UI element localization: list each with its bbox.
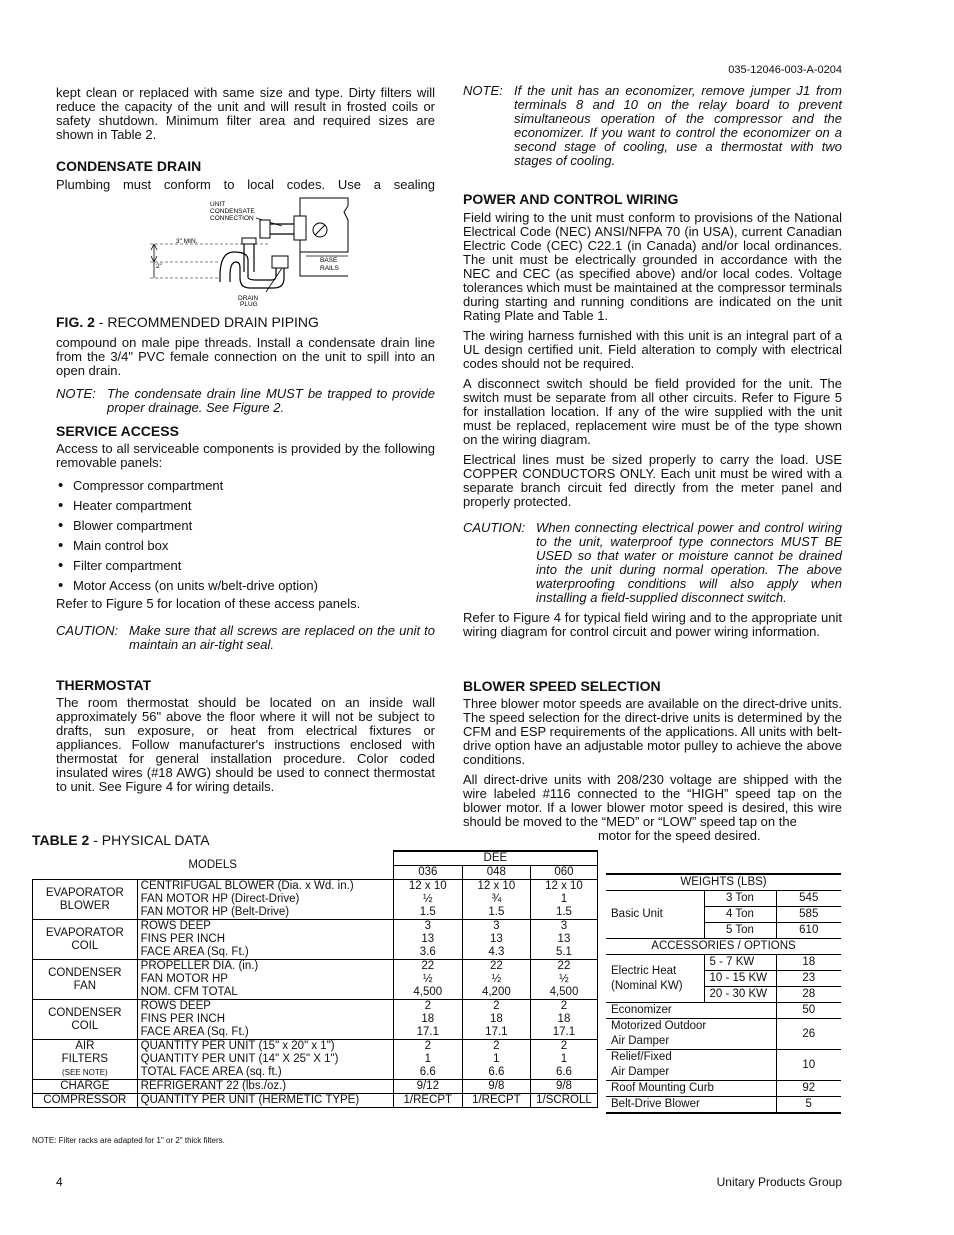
figure-2-title: - RECOMMENDED DRAIN PIPING — [94, 314, 319, 330]
cell-value: 22 — [557, 960, 571, 972]
cell-value: 22 — [489, 960, 503, 972]
cell-value: ½ — [559, 973, 569, 985]
item-label: Belt-Drive Blower — [606, 1097, 776, 1114]
cell-value: 1.5 — [419, 906, 436, 918]
item-label: NOM. CFM TOTAL — [140, 986, 238, 998]
cell-value: 12 x 10 — [477, 880, 516, 892]
cell-value: 4 Ton — [704, 907, 776, 923]
cell-value: 20 - 30 KW — [704, 987, 776, 1003]
item-label: FACE AREA (Sq. Ft.) — [140, 1026, 249, 1038]
cell-value: 585 — [776, 907, 841, 923]
model-column-header: 048 — [462, 866, 530, 880]
svg-text:CONDENSATE: CONDENSATE — [210, 208, 255, 215]
cell-value: 26 — [776, 1019, 841, 1050]
model-column-header: 036 — [393, 866, 462, 880]
basic-unit-label: Basic Unit — [606, 891, 704, 939]
see-note-label: (SEE NOTE) — [61, 1068, 108, 1077]
item-label: ROWS DEEP — [140, 1000, 211, 1012]
cell-value: 6.6 — [419, 1066, 436, 1078]
group-name: COIL — [71, 939, 99, 952]
cell-value: 2 — [493, 1040, 500, 1052]
svg-text:UNIT: UNIT — [210, 201, 226, 208]
blower-paragraph-2: All direct-drive units with 208/230 voltage are shipped with the wire labeled #116 connected to the “HIGH” speed tap on the blower motor. If a lower blower motor speed is desired, this wire should be moved to the “MED” or “LOW” speed tap on the — [463, 772, 842, 829]
cell-value: 1 — [560, 1053, 568, 1065]
svg-text:BASE: BASE — [320, 257, 338, 264]
caution-text: Make sure that all screws are replaced on the unit to maintain an air-tight seal. — [129, 623, 435, 652]
cell-value: 1 — [560, 893, 568, 905]
item-label: FINS PER INCH — [140, 933, 225, 945]
weights-table — [606, 873, 841, 1114]
group-name: BLOWER — [59, 899, 110, 912]
table-row — [606, 1003, 841, 1019]
cell-value: ½ — [422, 893, 433, 905]
cell-value: 17.1 — [416, 1026, 439, 1038]
table-row — [33, 1040, 598, 1080]
cell-value: 6.6 — [555, 1066, 572, 1078]
cell-value: 13 — [489, 933, 503, 945]
cell-value: 12 x 10 — [545, 880, 583, 892]
cell-value: 4,500 — [549, 986, 579, 998]
table-row — [33, 960, 598, 1000]
item-label: FINS PER INCH — [140, 1013, 225, 1025]
cell-value: 545 — [776, 891, 841, 907]
table-row — [33, 1000, 598, 1040]
condensate-note — [56, 387, 435, 415]
power-control-wiring-heading: POWER AND CONTROL WIRING — [463, 191, 679, 207]
item-label: FAN MOTOR HP — [140, 973, 228, 985]
cell-value: 17.1 — [485, 1026, 508, 1038]
table-row — [606, 891, 841, 907]
list-item: • Filter compartment — [56, 556, 435, 576]
cell-value: 22 — [421, 960, 435, 972]
cell-value: 1/RECPT — [393, 1094, 462, 1108]
list-item: • Compressor compartment — [56, 476, 435, 496]
cell-value: 18 — [557, 1013, 571, 1025]
drain-piping-figure — [148, 196, 360, 306]
cell-value: 92 — [776, 1081, 841, 1097]
cell-value: 4,200 — [481, 986, 511, 998]
group-name: CONDENSER — [48, 966, 122, 979]
item-label: TOTAL FACE AREA (sq. ft.) — [140, 1066, 282, 1078]
cell-value: 2 — [560, 1000, 568, 1012]
list-item: • Heater compartment — [56, 496, 435, 516]
cell-value: 23 — [776, 971, 841, 987]
filter-intro-paragraph: kept clean or replaced with same size and type. Dirty filters will reduce the capacity of the unit and will result in frosted coils or safety shutdown. Minimum filter area and required sizes are shown in Table 2. — [56, 85, 435, 142]
cell-value: 9/8 — [530, 1080, 597, 1094]
list-item: • Main control box — [56, 536, 435, 556]
power-paragraph-4: Electrical lines must be sized properly to carry the load. USE COPPER CONDUCTORS ONLY. Each unit must be wired with a separate branch circuit fed directly from the meter panel and properly protected. — [463, 452, 842, 509]
item-label: CENTRIFUGAL BLOWER (Dia. x Wd. in.) — [140, 880, 354, 892]
cell-value: 18 — [421, 1013, 435, 1025]
physical-data-table — [32, 850, 598, 1108]
item-label: QUANTITY PER UNIT (14" X 25" X 1") — [140, 1053, 339, 1065]
cell-value: 13 — [557, 933, 571, 945]
list-item: • Blower compartment — [56, 516, 435, 536]
group-name: FILTERS — [61, 1053, 109, 1065]
cell-value: 18 — [776, 955, 841, 971]
page-number: 4 — [56, 1175, 63, 1189]
cell-value: 4.3 — [488, 946, 505, 958]
cell-value: 5 Ton — [704, 923, 776, 939]
table-row — [33, 920, 598, 960]
cell-value: 2 — [424, 1040, 431, 1052]
item-label: PROPELLER DIA. (in.) — [140, 960, 259, 972]
table-row — [606, 1097, 841, 1114]
cell-value: 9/12 — [393, 1080, 462, 1094]
cell-value: ½ — [491, 973, 502, 985]
power-paragraph-5: Refer to Figure 4 for typical field wiring and to the appropriate unit wiring diagram for control circuit and power wiring information. — [463, 610, 842, 639]
connectors-caution — [463, 521, 842, 605]
refer-figure-5: Refer to Figure 5 for location of these access panels. — [56, 596, 361, 611]
table-row — [606, 1050, 841, 1081]
caution-label: CAUTION: — [463, 520, 526, 535]
item-label: FAN MOTOR HP (Belt-Drive) — [140, 906, 290, 918]
power-paragraph-1: Field wiring to the unit must conform to provisions of the National Electrical Code (NEC) ANSI/NFPA 70 (in USA), current Canadian Electric Code (CEC) C22.1 (in Canada) and/or local ordinances. The unit must be electrically grounded in accordance with the NEC and CEC (as specified above) and/or local codes. Voltage tolerances which must be maintained at the compressor terminals during starting and running conditions are indicated on the unit Rating Plate and Table 1. — [463, 210, 842, 323]
cell-value: 5.1 — [555, 946, 572, 958]
cell-value: 3 — [560, 920, 568, 932]
thermostat-paragraph: The room thermostat should be located on an inside wall approximately 56" above the floor where it will not be subject to drafts, sun exposure, or heat from electrical fixtures or appliances. Follow manufacturer's instructions enclosed with thermostat for general installation procedure. Color coded insulated wires (#18 AWG) should be used to connect thermostat to unit. See Figure 4 for wiring details. — [56, 695, 435, 794]
cell-value: 4,500 — [413, 986, 443, 998]
cell-value: 17.1 — [552, 1026, 576, 1038]
cell-value: 18 — [489, 1013, 503, 1025]
cell-value: 1.5 — [555, 906, 572, 918]
group-name: COMPRESSOR — [33, 1094, 138, 1108]
svg-text:PLUG: PLUG — [240, 301, 258, 306]
item-label: REFRIGERANT 22 (lbs./oz.) — [137, 1080, 393, 1094]
item-label: QUANTITY PER UNIT (15" x 20" x 1") — [140, 1040, 335, 1052]
cell-value: 1 — [424, 1053, 431, 1065]
cell-value: ½ — [422, 973, 433, 985]
item-label: Motorized Outdoor — [611, 1020, 707, 1032]
model-column-header: 060 — [530, 866, 597, 880]
dee-header: DEE — [393, 851, 597, 866]
screws-caution — [56, 624, 435, 652]
table-row — [606, 1019, 841, 1050]
cell-value: 1.5 — [488, 906, 505, 918]
thermostat-heading: THERMOSTAT — [56, 677, 152, 693]
note-label: NOTE: — [56, 386, 96, 401]
cell-value: 2 — [424, 1000, 431, 1012]
cell-value: 10 — [776, 1050, 841, 1081]
item-label: Air Damper — [611, 1035, 670, 1047]
cell-value: 5 — [776, 1097, 841, 1114]
item-label: Air Damper — [611, 1066, 670, 1078]
note-text: The condensate drain line MUST be trapped to provide proper drainage. See Figure 2. — [107, 386, 435, 415]
item-label: FACE AREA (Sq. Ft.) — [140, 946, 249, 958]
cell-value: 28 — [776, 987, 841, 1003]
table-row — [606, 1081, 841, 1097]
note-label: NOTE: — [463, 83, 503, 98]
service-access-paragraph: Access to all serviceable components is provided by the following removable panels: — [56, 441, 435, 470]
list-item: • Motor Access (on units w/belt-drive option) — [56, 576, 435, 596]
cell-value: 1/RECPT — [462, 1094, 530, 1108]
table-2-label: TABLE 2 — [32, 832, 90, 848]
figure-2-label: FIG. 2 — [56, 314, 95, 330]
condensate-paragraph-2: compound on male pipe threads. Install a condensate drain line from the 3/4" PVC female connection on the unit to spill into an open drain. — [56, 335, 435, 378]
table-row — [33, 1080, 598, 1094]
cell-value: 2 — [493, 1000, 500, 1012]
svg-text:RAILS: RAILS — [320, 265, 339, 272]
document-number: 035-12046-003-A-0204 — [728, 64, 842, 76]
electric-heat-label: Electric Heat — [611, 964, 677, 977]
blower-paragraph-2-end: motor for the speed desired. — [598, 828, 761, 843]
group-name: CHARGE — [33, 1080, 138, 1094]
group-name: FAN — [73, 979, 97, 992]
item-label: QUANTITY PER UNIT (HERMETIC TYPE) — [137, 1094, 393, 1108]
svg-text:DRAIN: DRAIN — [238, 295, 259, 302]
cell-value: 1/SCROLL — [530, 1094, 597, 1108]
group-name: EVAPORATOR — [45, 926, 124, 939]
item-label: FAN MOTOR HP (Direct-Drive) — [140, 893, 300, 905]
cell-value: 2 — [560, 1040, 568, 1052]
electric-heat-label: (Nominal KW) — [611, 979, 683, 992]
group-name: EVAPORATOR — [45, 886, 124, 899]
cell-value: 1 — [493, 1053, 500, 1065]
table-row — [606, 955, 841, 971]
cell-value: 50 — [776, 1003, 841, 1019]
cell-value: 610 — [776, 923, 841, 939]
cell-value: 3 Ton — [704, 891, 776, 907]
economizer-note — [463, 84, 842, 168]
accessories-header: ACCESSORIES / OPTIONS — [606, 939, 841, 955]
svg-text:3" MIN.: 3" MIN. — [176, 238, 198, 245]
figure-2-caption — [56, 314, 319, 330]
cell-value: 6.6 — [488, 1066, 505, 1078]
cell-value: 12 x 10 — [408, 880, 447, 892]
cell-value: 3 — [424, 920, 431, 932]
condensate-drain-heading: CONDENSATE DRAIN — [56, 158, 202, 174]
cell-value: 9/8 — [462, 1080, 530, 1094]
models-header: MODELS — [33, 851, 394, 880]
blower-paragraph-1: Three blower motor speeds are available on the direct-drive units. The speed selection for the direct-drive units is determined by the CFM and ESP requirements of the applications. All units with belt-drive option have an adjustable motor pulley to achieve the above conditions. — [463, 696, 842, 767]
svg-text:2": 2" — [156, 263, 162, 270]
service-access-heading: SERVICE ACCESS — [56, 423, 179, 439]
table-2-caption — [32, 832, 210, 848]
cell-value: 10 - 15 KW — [704, 971, 776, 987]
group-name: CONDENSER — [48, 1006, 122, 1019]
item-label: Roof Mounting Curb — [606, 1081, 776, 1097]
power-paragraph-2: The wiring harness furnished with this unit is an integral part of a UL design certified unit. Field alteration to comply with electrical codes should not be required. — [463, 328, 842, 371]
item-label: Economizer — [606, 1003, 776, 1019]
cell-value: 3 — [493, 920, 500, 932]
cell-value: ¾ — [491, 893, 502, 905]
weights-header: WEIGHTS (LBS) — [606, 874, 841, 891]
cell-value: 13 — [421, 933, 435, 945]
table-row — [33, 1094, 598, 1108]
svg-text:CONNECTION: CONNECTION — [210, 215, 254, 222]
table-footnote: NOTE: Filter racks are adapted for 1" or 2" thick filters. — [32, 1136, 225, 1145]
blower-speed-heading: BLOWER SPEED SELECTION — [463, 678, 661, 694]
table-2-title: - PHYSICAL DATA — [89, 832, 210, 848]
table-row — [33, 880, 598, 920]
note-text: If the unit has an economizer, remove jumper J1 from terminals 8 and 10 on the relay board to prevent simultaneous operation of the compressor and the economizer. If you want to control the economizer on a second stage of cooling, use a thermostat with two stages of cooling. — [514, 83, 842, 168]
item-label: Relief/Fixed — [611, 1051, 672, 1063]
group-name: AIR — [75, 1040, 95, 1052]
power-paragraph-3: A disconnect switch should be field provided for the unit. The switch must be separate from all other circuits. Refer to Figure 5 for installation location. If any of the wire supplied with the unit must be replaced, replacement wire must be of the type shown on the wiring diagram. — [463, 376, 842, 447]
item-label: ROWS DEEP — [140, 920, 211, 932]
company-name: Unitary Products Group — [716, 1175, 842, 1189]
cell-value: 3.6 — [419, 946, 436, 958]
access-panel-list — [56, 476, 435, 596]
group-name: COIL — [71, 1019, 99, 1032]
condensate-paragraph-1: Plumbing must conform to local codes. Use a sealing — [56, 177, 435, 192]
caution-label: CAUTION: — [56, 623, 119, 638]
cell-value: 5 - 7 KW — [704, 955, 776, 971]
caution-text: When connecting electrical power and control wiring to the unit, waterproof type connectors MUST BE USED so that water or moisture cannot be drained into the unit during normal operation. The above waterproofing conditions will also apply when installing a field-supplied disconnect switch. — [536, 520, 842, 605]
